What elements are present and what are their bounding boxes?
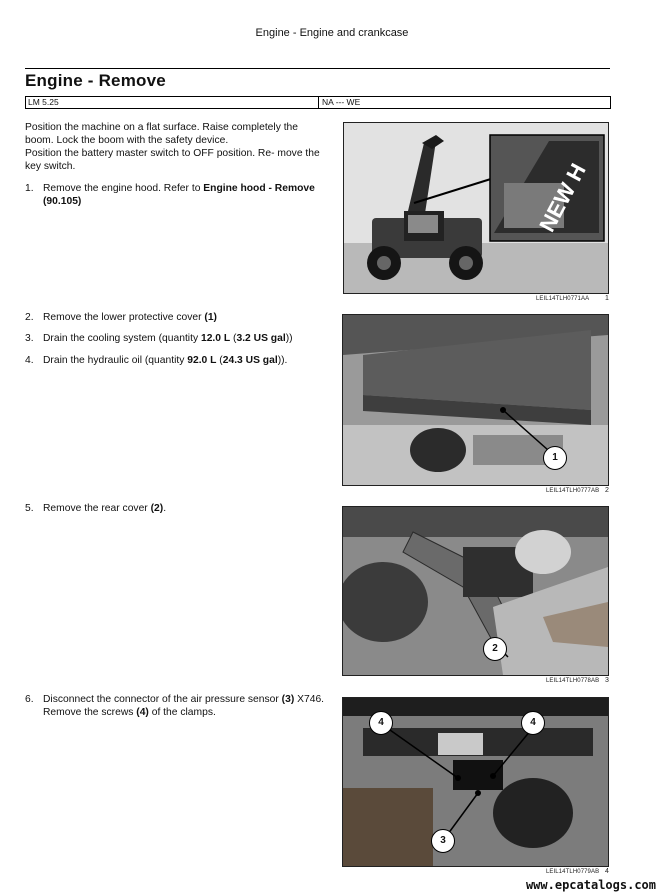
- step-bold: 92.0 L: [187, 355, 217, 366]
- step-text: [43, 354, 325, 367]
- step-text-part: Drain the hydraulic oil (quantity: [43, 355, 188, 366]
- running-header: Engine - Engine and crankcase: [255, 27, 409, 39]
- meta-left: LM 5.25: [28, 97, 59, 107]
- step-text-part: X746. Remove the screws: [43, 694, 325, 718]
- step-bold: 3.2 US gal: [236, 333, 286, 344]
- step-text-part: )): [285, 333, 293, 344]
- figure-3-photo: [342, 506, 609, 676]
- callout-4-left: 4: [369, 711, 393, 735]
- watermark: www.epcatalogs.com: [525, 878, 656, 892]
- step-2: [25, 311, 325, 324]
- step-text: [43, 502, 325, 515]
- title-rule: [25, 68, 610, 69]
- meta-right: NA --- WE: [322, 97, 361, 107]
- step-4: [25, 354, 325, 367]
- figure-3-number: 3: [605, 677, 609, 684]
- step-text-part: Remove the engine hood. Refer to: [43, 183, 204, 194]
- intro-paragraph: [25, 121, 320, 173]
- step-text-part: (: [230, 333, 237, 344]
- intro-line: Position the battery master switch to OFF position. Re- move the key switch.: [25, 148, 320, 172]
- intro-line: Position the machine on a flat surface. Raise completely the boom. Lock the boom with the safety device.: [25, 122, 299, 146]
- step-text-part: Remove the lower protective cover: [43, 312, 205, 323]
- figure-2-photo: [342, 314, 609, 486]
- step-3: [25, 332, 325, 345]
- callout-4-right: 4: [521, 711, 545, 735]
- step-text-part: of the clamps.: [148, 707, 216, 718]
- step-text-part: .: [163, 503, 167, 514]
- step-bold: (1): [204, 312, 217, 323]
- step-bold: (2): [150, 503, 164, 514]
- figure-3-caption: LEIL14TLH0778AB: [546, 678, 600, 684]
- meta-divider: [318, 97, 319, 108]
- step-bold: (3): [281, 694, 295, 705]
- step-text-part: (: [216, 355, 223, 366]
- step-text: [43, 693, 325, 719]
- callout-3: 3: [431, 829, 455, 853]
- step-text-part: Disconnect the connector of the air pressure sensor: [43, 694, 282, 705]
- step-number: 1.: [25, 183, 34, 194]
- figure-4-number: 4: [605, 868, 609, 875]
- step-bold: 12.0 L: [200, 333, 231, 344]
- step-bold: (4): [136, 707, 149, 718]
- step-text: [43, 182, 325, 208]
- step-text-part: )).: [277, 355, 288, 366]
- step-1: [25, 182, 325, 208]
- figure-4-photo: [342, 697, 609, 867]
- lower-cover-illustration: [343, 315, 608, 485]
- step-number: 4.: [25, 355, 34, 366]
- rear-cover-illustration: [343, 507, 608, 675]
- step-text-part: Remove the rear cover: [43, 503, 151, 514]
- step-text: [43, 311, 325, 324]
- decal-text: NEW H: [534, 159, 591, 236]
- figure-2-caption: LEIL14TLH0777AB: [546, 488, 600, 494]
- step-reference: Engine hood - Remove (90.105): [43, 183, 315, 207]
- figure-1-number: 1: [605, 295, 609, 302]
- step-number: 2.: [25, 312, 34, 323]
- page-title: Engine - Remove: [25, 71, 166, 90]
- figure-1-caption: LEIL14TLH0771AA: [536, 296, 590, 302]
- step-bold: 24.3 US gal: [222, 355, 278, 366]
- step-number: 3.: [25, 333, 34, 344]
- figure-4-caption: LEIL14TLH0779AB: [546, 869, 600, 875]
- step-6: [25, 693, 325, 719]
- step-text: [43, 332, 325, 345]
- figure-2-number: 2: [605, 487, 609, 494]
- step-number: 6.: [25, 694, 34, 705]
- step-number: 5.: [25, 503, 34, 514]
- meta-bar: [25, 96, 611, 109]
- telehandler-illustration: [344, 123, 608, 293]
- callout-1: 1: [543, 446, 567, 470]
- step-text-part: Drain the cooling system (quantity: [43, 333, 201, 344]
- step-5: [25, 502, 325, 515]
- figure-1-photo: [343, 122, 609, 294]
- callout-2: 2: [483, 637, 507, 661]
